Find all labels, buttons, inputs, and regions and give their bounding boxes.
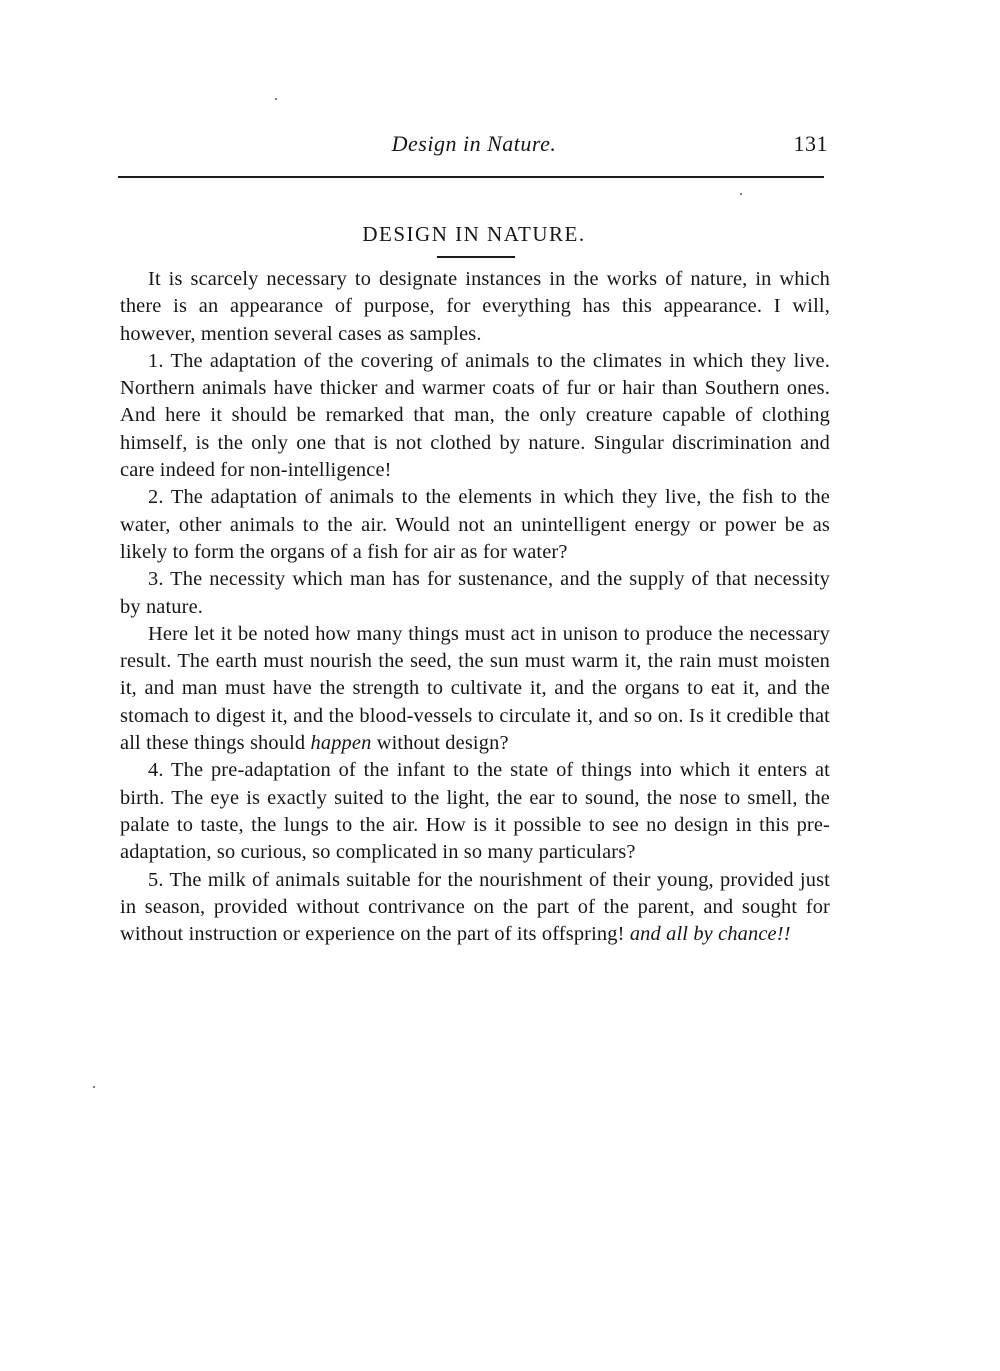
- print-speck: [275, 98, 277, 100]
- note-text-end: without design?: [371, 732, 509, 755]
- header-rule: [118, 176, 824, 178]
- paragraph-item-4: 4. The pre-adaptation of the infant to the state of things into which it enters at birth. The eye is exactly suited to the light, the ear to sound, the nose to smell, the palate to taste, the lungs to the air. How is it possible to see no design in this pre-adaptation, so curious, so complicated in so many particulars?: [120, 759, 830, 864]
- note-text: Here let it be noted how many things must act in unison to produce the necessary result. The earth must nourish the seed, the sun must warm it, the rain must moisten it, and man must have the strength to cultivate it, and the organs to eat it, and the stomach to digest it, and the blood-vessels to circulate it, and so on. Is it credible that all these things should: [120, 622, 830, 755]
- page-number: 131: [793, 131, 828, 156]
- paragraph-item-3: 3. The necessity which man has for sustenance, and the supply of that necessity by nature.: [120, 568, 830, 618]
- paragraph-intro: It is scarcely necessary to designate instances in the works of nature, in which there is an appearance of purpose, for everything has this appearance. I will, however, mention several cases as samples.: [120, 268, 830, 345]
- item-5-text: 5. The milk of animals suitable for the nourishment of their young, provided just in season, provided without contrivance on the part of the parent, and sought for without instruction or experience on the part of its offspring!: [120, 868, 830, 946]
- print-speck: [740, 193, 742, 195]
- body-text: [120, 266, 830, 948]
- title-rule: [437, 256, 515, 258]
- paragraph-item-5: [120, 867, 830, 949]
- italic-and-all-by-chance: and all by chance!!: [629, 923, 791, 946]
- chapter-title: DESIGN IN NATURE.: [362, 222, 586, 246]
- print-speck: [93, 1086, 95, 1088]
- paragraph-item-2: 2. The adaptation of animals to the elements in which they live, the fish to the water, other animals to the air. Would not an unintelligent energy or power be as likely to form the organs of a fish for air as for water?: [120, 486, 830, 563]
- italic-happen: happen: [310, 732, 372, 755]
- running-head: [118, 131, 830, 161]
- paragraph-item-1: 1. The adaptation of the covering of animals to the climates in which they live. Northern animals have thicker and warmer coats of fur or hair than Southern ones. And here it should be remarked that man, the only creature capable of clothing himself, is the only one that is not clothed by nature. Singular discrimination and care indeed for non-intelligence!: [120, 349, 830, 482]
- running-title: Design in Nature.: [391, 131, 557, 156]
- paragraph-note: [120, 621, 830, 757]
